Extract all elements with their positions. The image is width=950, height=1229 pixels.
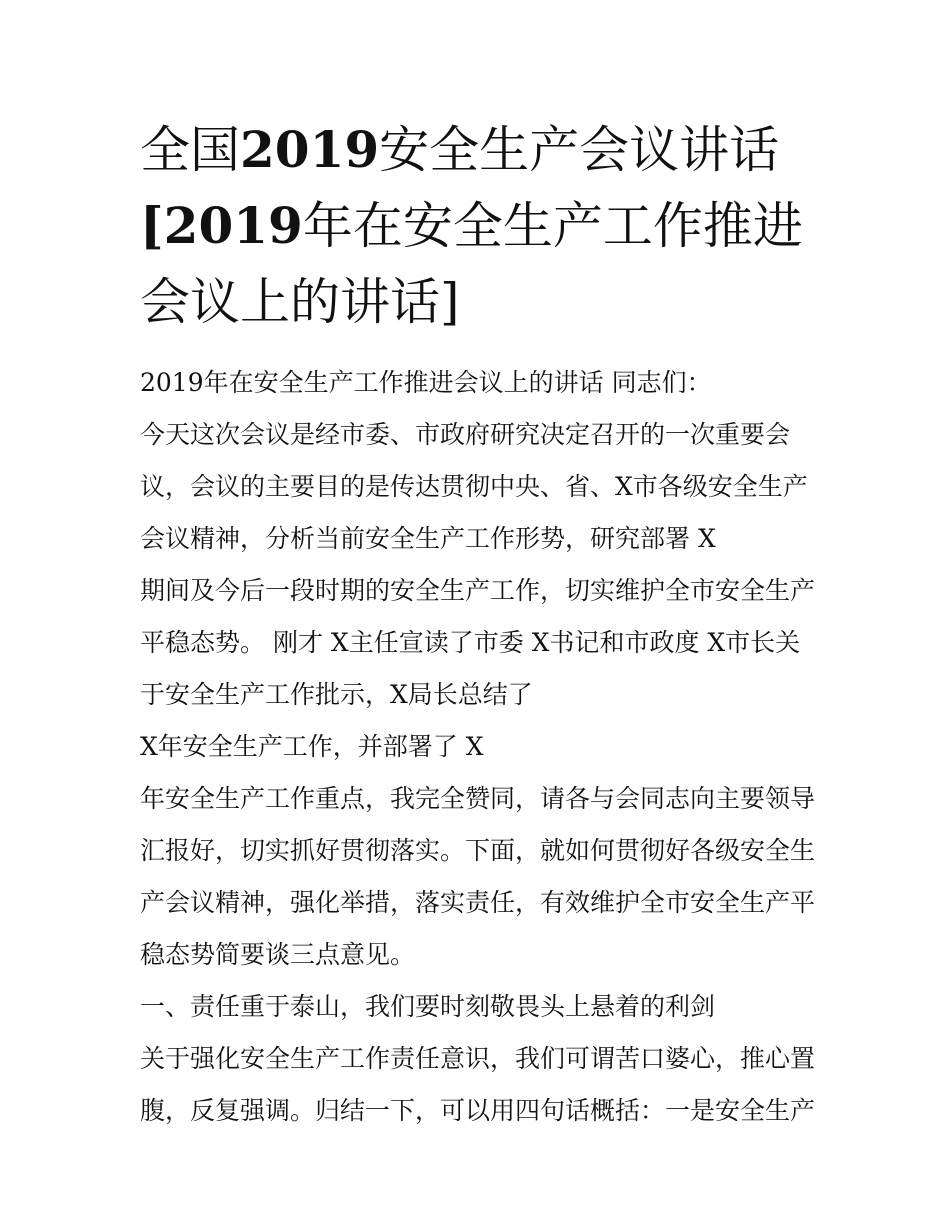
title-text: 全国 bbox=[140, 121, 240, 179]
body-line: 平稳态势。 刚才 X主任宣读了市委 X书记和市政度 X市长关 bbox=[140, 628, 801, 657]
body-line: 今天这次会议是经市委、市政府研究决定召开的一次重要会 bbox=[140, 420, 791, 449]
body-line: 于安全生产工作批示，X局长总结了 bbox=[140, 680, 533, 709]
body-line: 关于强化安全生产工作责任意识，我们可谓苦口婆心，推心置 bbox=[140, 1044, 816, 1073]
title-text: 年在安全生产工作推进 bbox=[302, 197, 803, 255]
body-line: 会议精神，分析当前安全生产工作形势，研究部署 X bbox=[140, 524, 716, 553]
body-line: 议，会议的主要目的是传达贯彻中央、省、X市各级安全生产 bbox=[140, 472, 808, 501]
title-line-3 bbox=[140, 264, 830, 340]
body-line: X年安全生产工作，并部署了 X bbox=[140, 732, 484, 761]
title-line-1 bbox=[140, 112, 830, 188]
document-title bbox=[140, 112, 830, 340]
body-line: 年安全生产工作重点，我完全赞同，请各与会同志向主要领导 bbox=[140, 784, 816, 813]
body-line: 汇报好，切实抓好贯彻落实。下面，就如何贯彻好各级安全生 bbox=[140, 836, 816, 865]
body-line: 稳态势简要谈三点意见。 bbox=[140, 940, 416, 969]
title-line-2 bbox=[140, 188, 830, 264]
document-body bbox=[140, 357, 830, 1137]
body-line: 期间及今后一段时期的安全生产工作，切实维护全市安全生产 bbox=[140, 576, 816, 605]
title-year: [2019 bbox=[140, 196, 303, 255]
section-heading: 一、责任重于泰山，我们要时刻敬畏头上悬着的利剑 bbox=[140, 992, 716, 1021]
title-text: 安全生产会议讲话 bbox=[379, 121, 780, 179]
title-text: 会议上的讲话] bbox=[140, 273, 460, 331]
body-line: 腹，反复强调。归结一下，可以用四句话概括：一是安全生产 bbox=[140, 1096, 816, 1125]
body-line: 产会议精神，强化举措，落实责任，有效维护全市安全生产平 bbox=[140, 888, 816, 917]
title-year: 2019 bbox=[240, 120, 380, 179]
body-line: 2019年在安全生产工作推进会议上的讲话 同志们： bbox=[140, 368, 712, 397]
